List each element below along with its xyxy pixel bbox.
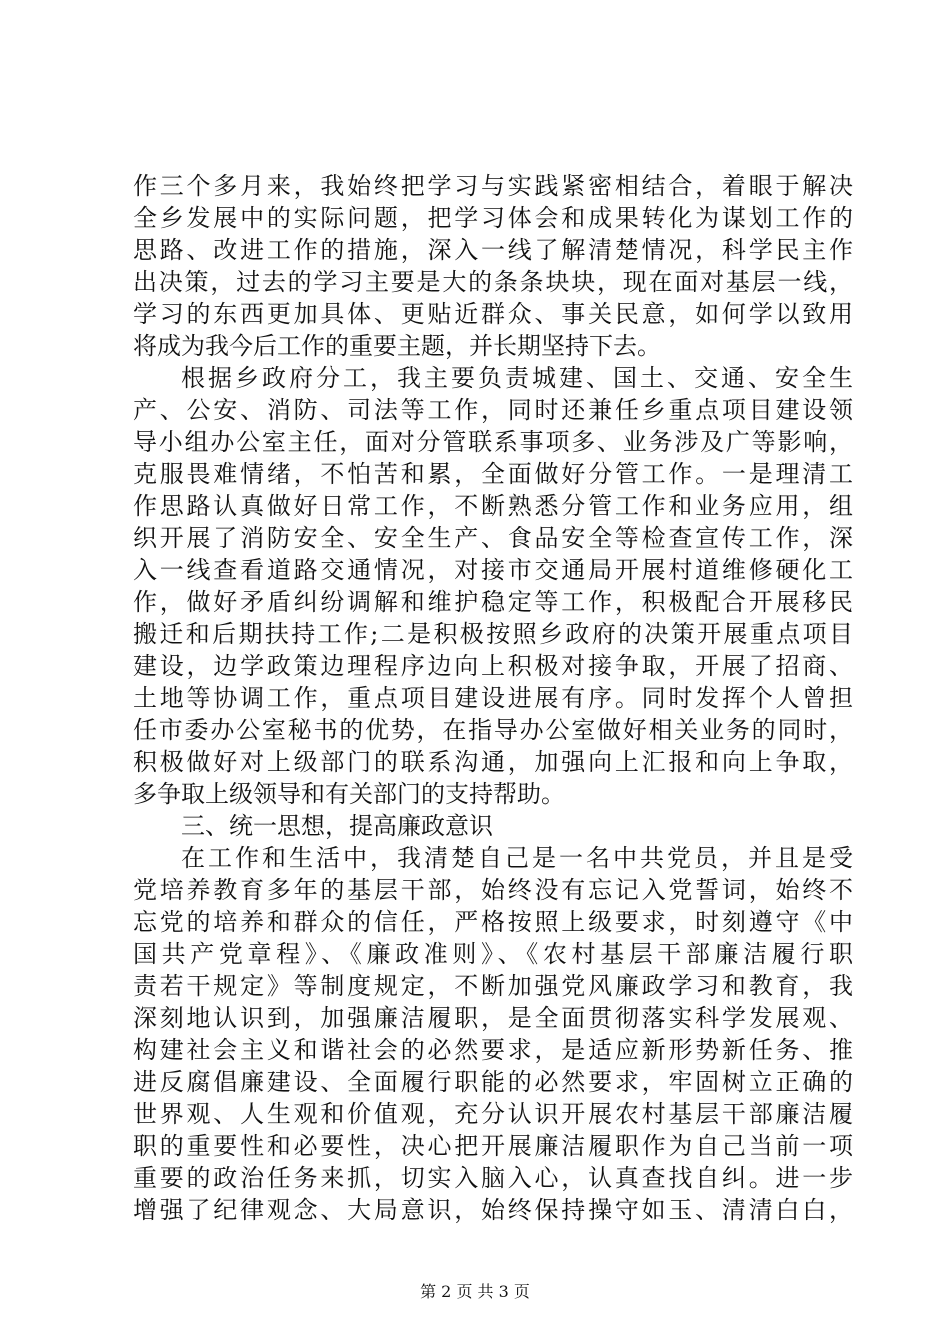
page-footer: 第 2 页 共 3 页	[420, 1282, 530, 1301]
text-line: 作三个多月来，我始终把学习与实践紧密相结合，着眼于解决	[133, 172, 853, 200]
text-line: 重要的政治任务来抓，切实入脑入心，认真查找自纠。进一步	[133, 1164, 853, 1192]
text-line: 多争取上级领导和有关部门的支持帮助。	[133, 780, 565, 808]
text-line: 全乡发展中的实际问题，把学习体会和成果转化为谋划工作的	[133, 204, 853, 232]
text-line: 入一线查看道路交通情况，对接市交通局开展村道维修硬化工	[133, 556, 853, 584]
text-line: 导小组办公室主任，面对分管联系事项多、业务涉及广等影响，	[133, 428, 853, 456]
text-line: 产、公安、消防、司法等工作，同时还兼任乡重点项目建设领	[133, 396, 853, 424]
text-line: 世界观、人生观和价值观，充分认识开展农村基层干部廉洁履	[133, 1100, 853, 1128]
text-line: 深刻地认识到，加强廉洁履职，是全面贯彻落实科学发展观、	[133, 1004, 853, 1032]
text-line: 将成为我今后工作的重要主题，并长期坚持下去。	[133, 332, 661, 360]
text-line: 进反腐倡廉建设、全面履行职能的必然要求，牢固树立正确的	[133, 1068, 853, 1096]
text-line: 党培养教育多年的基层干部，始终没有忘记入党誓词，始终不	[133, 876, 853, 904]
text-line: 增强了纪律观念、大局意识，始终保持操守如玉、清清白白，	[133, 1196, 853, 1224]
text-line: 积极做好对上级部门的联系沟通，加强向上汇报和向上争取，	[133, 748, 853, 776]
text-line: 忘党的培养和群众的信任，严格按照上级要求，时刻遵守《中	[133, 908, 853, 936]
text-line: 思路、改进工作的措施，深入一线了解清楚情况，科学民主作	[133, 236, 853, 264]
body-text	[133, 170, 853, 1226]
text-line: 织开展了消防安全、安全生产、食品安全等检查宣传工作，深	[133, 524, 853, 552]
text-line: 作，做好矛盾纠纷调解和维护稳定等工作，积极配合开展移民	[133, 588, 853, 616]
text-line: 任市委办公室秘书的优势，在指导办公室做好相关业务的同时，	[133, 716, 853, 744]
text-line: 出决策，过去的学习主要是大的条条块块，现在面对基层一线，	[133, 268, 853, 296]
text-line: 土地等协调工作，重点项目建设进展有序。同时发挥个人曾担	[133, 684, 853, 712]
text-line: 克服畏难情绪，不怕苦和累，全面做好分管工作。一是理清工	[133, 460, 853, 488]
paragraph-first-line: 在工作和生活中，我清楚自己是一名中共党员，并且是受	[181, 844, 853, 872]
section-heading: 三、统一思想，提高廉政意识	[181, 812, 493, 840]
text-line: 学习的东西更加具体、更贴近群众、事关民意，如何学以致用	[133, 300, 853, 328]
text-line: 建设，边学政策边理程序边向上积极对接争取，开展了招商、	[133, 652, 853, 680]
text-line: 职的重要性和必要性，决心把开展廉洁履职作为自己当前一项	[133, 1132, 853, 1160]
text-line: 国共产党章程》、《廉政准则》、《农村基层干部廉洁履行职	[133, 940, 853, 968]
text-line: 作思路认真做好日常工作，不断熟悉分管工作和业务应用，组	[133, 492, 853, 520]
text-line: 构建社会主义和谐社会的必然要求，是适应新形势新任务、推	[133, 1036, 853, 1064]
text-line: 搬迁和后期扶持工作;二是积极按照乡政府的决策开展重点项目	[133, 620, 853, 648]
paragraph-first-line: 根据乡政府分工，我主要负责城建、国土、交通、安全生	[181, 364, 853, 392]
text-line: 责若干规定》等制度规定，不断加强党风廉政学习和教育，我	[133, 972, 853, 1000]
